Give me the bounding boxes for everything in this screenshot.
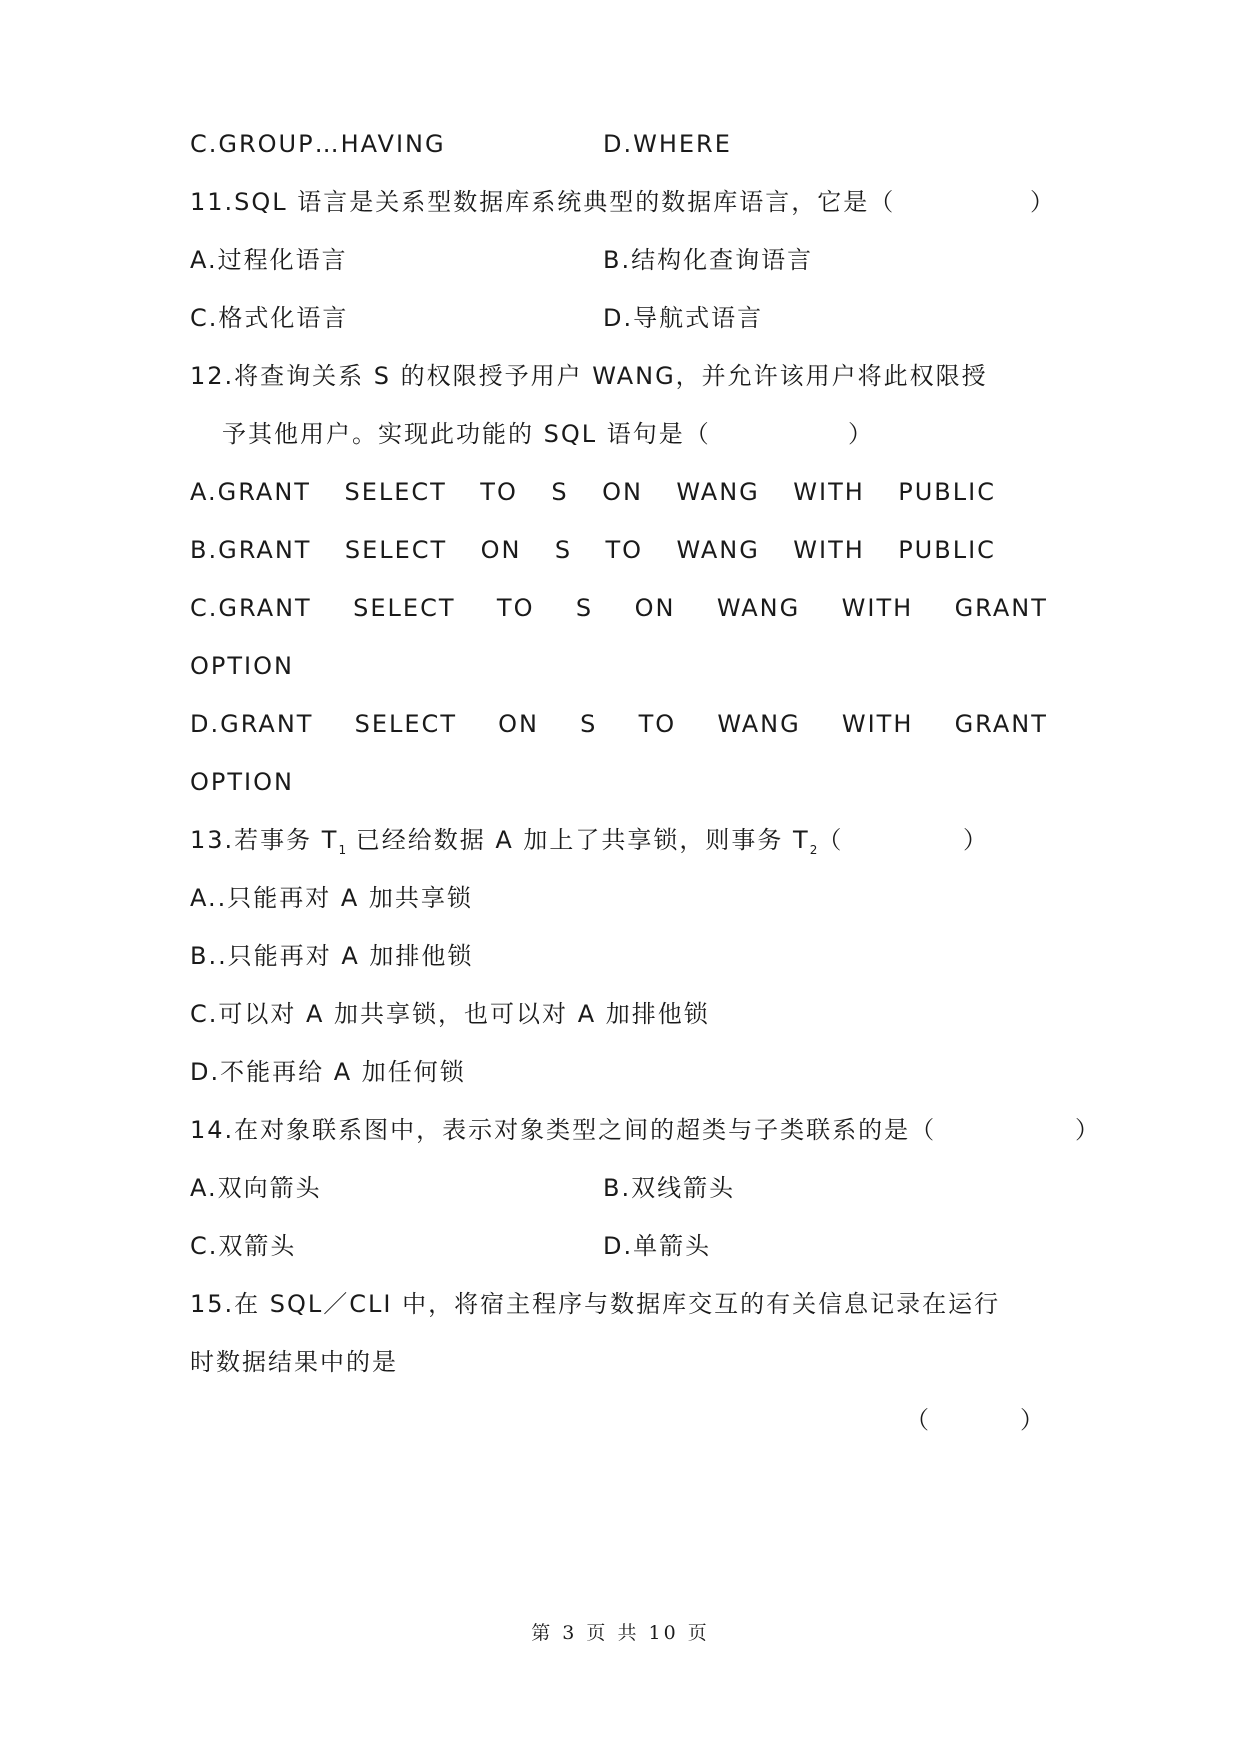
token: C.GRANT xyxy=(190,594,312,622)
token: ON xyxy=(480,536,522,564)
q14-paren-close: ） xyxy=(1075,1116,1101,1144)
q15-stem-line2: 时数据结果中的是 xyxy=(190,1348,398,1376)
page-footer: 第 3 页 共 10 页 xyxy=(531,1622,710,1644)
token: GRANT xyxy=(954,710,1048,738)
token: WANG xyxy=(676,536,760,564)
q12-option-c-tail: OPTION xyxy=(190,652,294,680)
q12-option-c xyxy=(190,588,1048,628)
q11-option-b: B.结构化查询语言 xyxy=(603,246,814,274)
q11-stem-text: 11.SQL 语言是关系型数据库系统典型的数据库语言，它是（ xyxy=(190,188,896,216)
q14-stem: 14.在对象联系图中，表示对象类型之间的超类与子类联系的是（ xyxy=(190,1116,937,1144)
token: B.GRANT xyxy=(190,536,312,564)
token: SELECT xyxy=(344,536,448,564)
token: ON xyxy=(498,710,539,738)
token: WANG xyxy=(717,710,801,738)
token: ON xyxy=(634,594,676,622)
q10-option-c: C.GROUP…HAVING xyxy=(190,130,446,158)
token: TO xyxy=(638,710,677,738)
token: S xyxy=(551,478,569,506)
q12-stem-line1: 12.将查询关系 S 的权限授予用户 WANG，并允许该用户将此权限授 xyxy=(190,362,988,390)
token: TO xyxy=(496,594,535,622)
token: PUBLIC xyxy=(898,478,996,506)
q13-option-c: C.可以对 A 加共享锁，也可以对 A 加排他锁 xyxy=(190,1000,710,1028)
q13-sub1: 1 xyxy=(338,843,347,857)
token: SELECT xyxy=(344,478,447,506)
q11-paren-close: ） xyxy=(1030,188,1056,216)
token: WANG xyxy=(676,478,760,506)
q12-option-a xyxy=(190,472,996,512)
q10-option-d: D.WHERE xyxy=(603,130,732,158)
token: GRANT xyxy=(954,594,1048,622)
q12-paren-close: ） xyxy=(848,420,874,448)
q11-option-a: A.过程化语言 xyxy=(190,246,348,274)
q11-option-d: D.导航式语言 xyxy=(603,304,764,332)
q15-stem-line1: 15.在 SQL／CLI 中，将宿主程序与数据库交互的有关信息记录在运行 xyxy=(190,1290,1001,1318)
q12-option-b xyxy=(190,530,996,570)
q15-paren-close: ） xyxy=(1020,1406,1046,1434)
token: SELECT xyxy=(353,594,456,622)
q13-sub2: 2 xyxy=(809,843,818,857)
q15-paren-open: （ xyxy=(905,1406,931,1434)
q13-option-a: A..只能再对 A 加共享锁 xyxy=(190,884,473,912)
q13-option-b: B..只能再对 A 加排他锁 xyxy=(190,942,474,970)
q14-option-b: B.双线箭头 xyxy=(603,1174,736,1202)
q13-stem-c: （ xyxy=(817,826,844,854)
token: S xyxy=(554,536,573,564)
q13-stem xyxy=(190,820,843,860)
token: D.GRANT xyxy=(190,710,314,738)
q12-option-d-tail: OPTION xyxy=(190,768,294,796)
q12-stem-line2 xyxy=(222,414,711,454)
q14-option-c: C.双箭头 xyxy=(190,1232,297,1260)
token: SELECT xyxy=(354,710,457,738)
q12-option-d xyxy=(190,704,1048,744)
token: WITH xyxy=(841,710,914,738)
q11-stem xyxy=(190,182,895,222)
token: WITH xyxy=(841,594,914,622)
q11-option-c: C.格式化语言 xyxy=(190,304,349,332)
token: WITH xyxy=(793,478,865,506)
token: TO xyxy=(605,536,644,564)
q13-paren-close: ） xyxy=(963,826,989,854)
q13-stem-a: 13.若事务 T xyxy=(190,826,339,854)
token: A.GRANT xyxy=(190,478,311,506)
q12-stem-text: 予其他用户。实现此功能的 SQL 语句是（ xyxy=(222,420,711,448)
q13-option-d: D.不能再给 A 加任何锁 xyxy=(190,1058,466,1086)
token: S xyxy=(580,710,598,738)
token: WANG xyxy=(716,594,801,622)
q14-option-a: A.双向箭头 xyxy=(190,1174,322,1202)
token: S xyxy=(575,594,594,622)
token: WITH xyxy=(793,536,865,564)
token: TO xyxy=(480,478,518,506)
token: PUBLIC xyxy=(898,536,996,564)
q14-option-d: D.单箭头 xyxy=(603,1232,712,1260)
token: ON xyxy=(602,478,643,506)
q13-stem-b: 已经给数据 A 加上了共享锁，则事务 T xyxy=(346,826,810,854)
